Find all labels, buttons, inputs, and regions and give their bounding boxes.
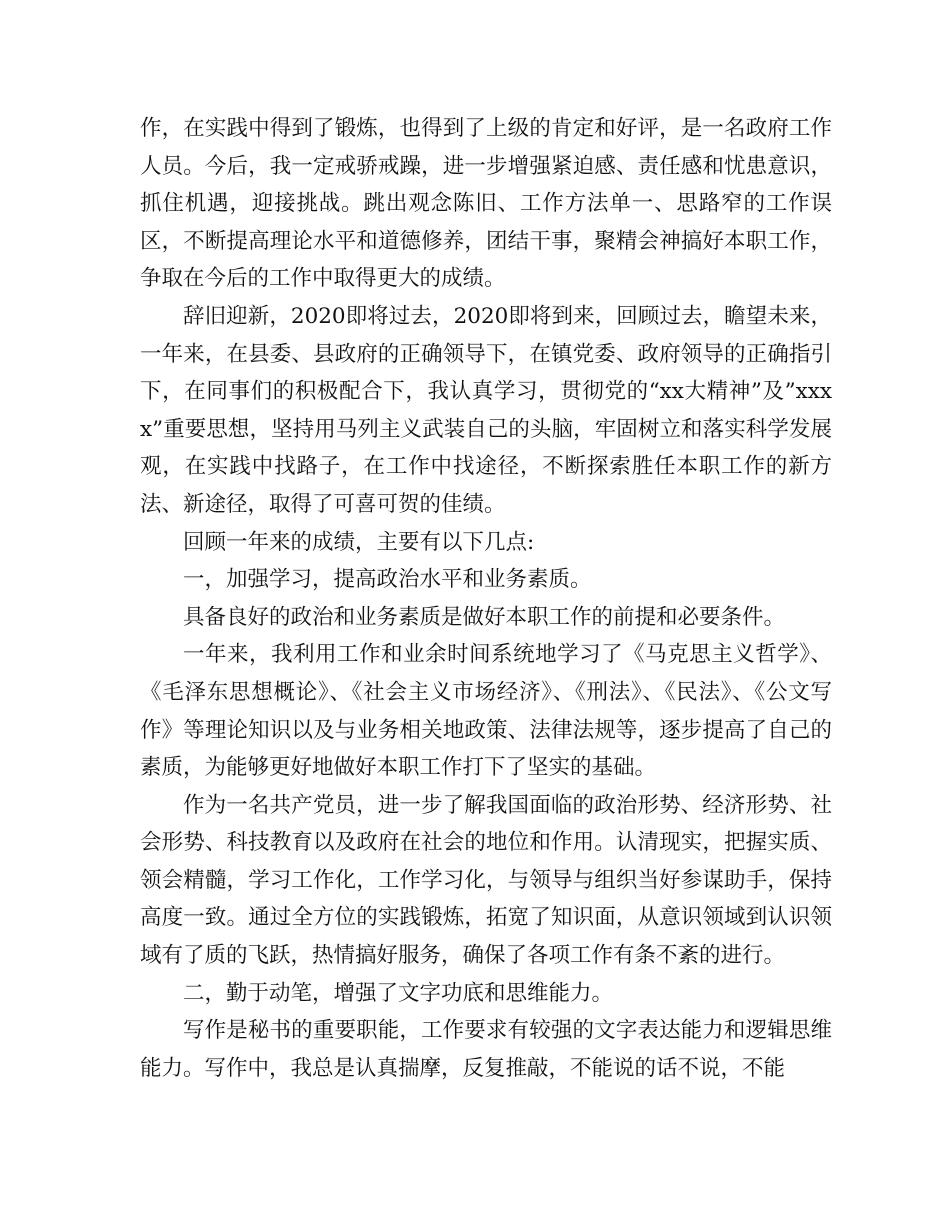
paragraph-1: 作，在实践中得到了锻炼，也得到了上级的肯定和好评，是一名政府工作人员。今后，我一定戒骄戒躁，进一步增强紧迫感、责任感和忧患意识，抓住机遇，迎接挑战。跳出观念陈旧、工作方法单一、思路窄的工作误区，不断提高理论水平和道德修养，团结干事，聚精会神搞好本职工作，争取在今后的工作中取得更大的成绩。 bbox=[140, 116, 832, 292]
paragraph-5: 一年来，我利用工作和业余时间系统地学习了《马克思主义哲学》、《毛泽东思想概论》、《社会主义市场经济》、《刑法》、《民法》、《公文写作》等理论知识以及与业务相关地政策、法律法规等，逐步提高了自己的素质，为能够更好地做好本职工作打下了坚实的基础。 bbox=[140, 642, 832, 781]
paragraph-6: 作为一名共产党员，进一步了解我国面临的政治形势、经济形势、社会形势、科技教育以及政府在社会的地位和作用。认清现实，把握实质、领会精髓，学习工作化，工作学习化，与领导与组织当好参谋助手，保持高度一致。通过全方位的实践锻炼，拓宽了知识面，从意识领域到认识领域有了质的飞跃，热情搞好服务，确保了各项工作有条不紊的进行。 bbox=[140, 792, 832, 969]
section-heading-2: 二，勤于动笔，增强了文字功底和思维能力。 bbox=[183, 980, 614, 1006]
paragraph-7: 写作是秘书的重要职能，工作要求有较强的文字表达能力和逻辑思维能力。写作中，我总是认真揣摩，反复推敲，不能说的话不说，不能 bbox=[140, 1018, 832, 1081]
section-heading-1: 一，加强学习，提高政治水平和业务素质。 bbox=[183, 567, 592, 593]
paragraph-2: 辞旧迎新，2020即将过去，2020即将到来，回顾过去，瞻望未来，一年来，在县委、县政府的正确领导下，在镇党委、政府领导的正确指引下，在同事们的积极配合下，我认真学习，贯彻党的“xx大精神”及”xxxx”重要思想，坚持用马列主义武装自己的头脑，牢固树立和落实科学发展观，在实践中找路子，在工作中找途径，不断探索胜任本职工作的新方法、新途径，取得了可喜可贺的佳绩。 bbox=[140, 303, 832, 517]
paragraph-3: 回顾一年来的成绩，主要有以下几点: bbox=[183, 529, 535, 555]
document-body bbox=[140, 110, 832, 1087]
paragraph-4: 具备良好的政治和业务素质是做好本职工作的前提和必要条件。 bbox=[183, 604, 786, 630]
